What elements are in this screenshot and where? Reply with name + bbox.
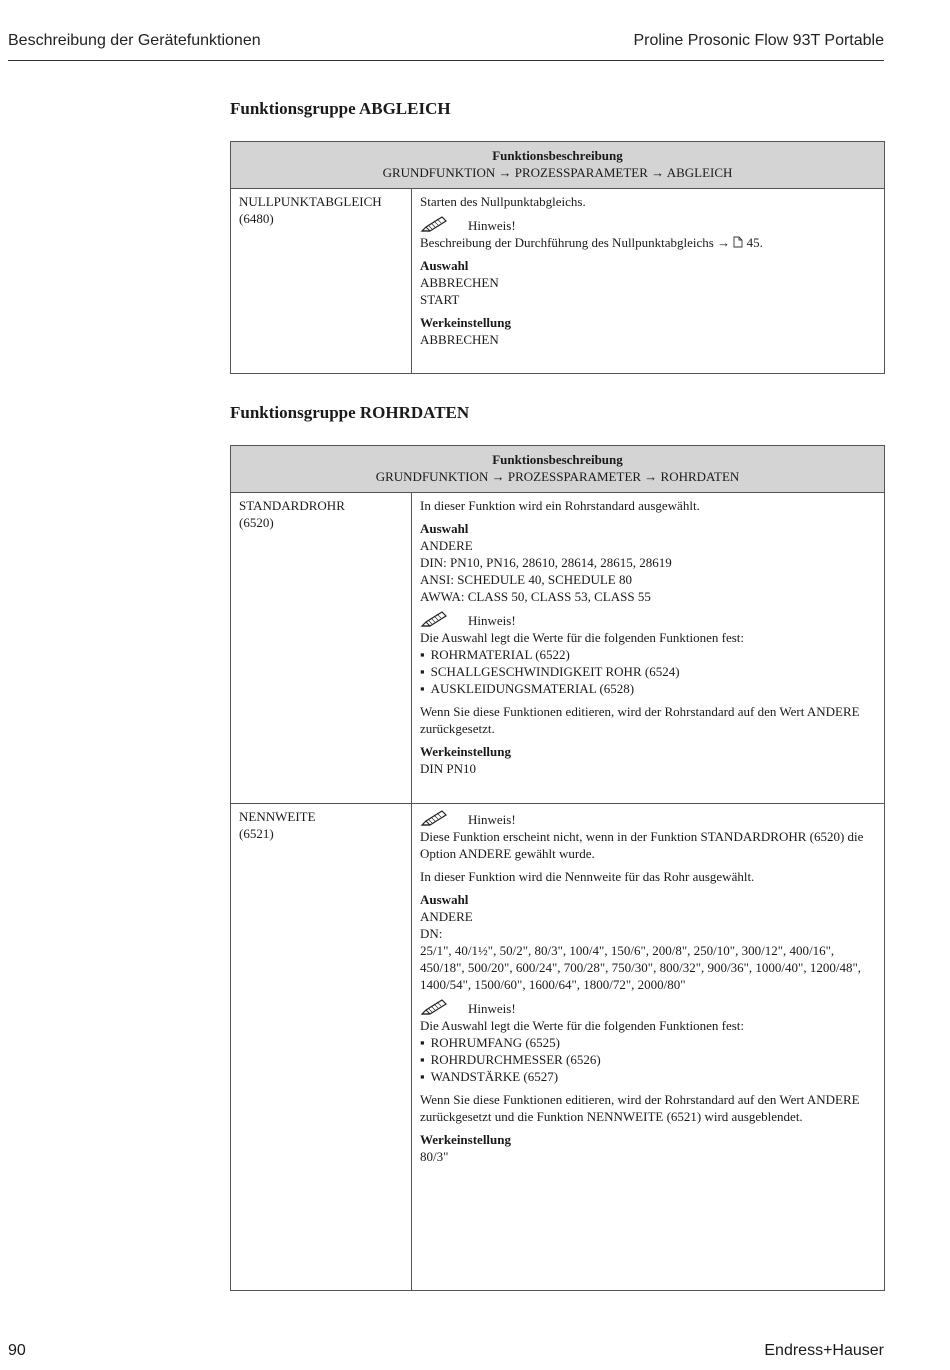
list-item: ▪ AUSKLEIDUNGSMATERIAL (6528)	[420, 680, 876, 697]
function-name: STANDARDROHR	[239, 498, 345, 513]
pencil-note-icon	[420, 999, 450, 1017]
auswahl-option: DIN: PN10, PN16, 28610, 28614, 28615, 28619	[420, 555, 672, 570]
table-abgleich	[230, 141, 885, 374]
hint-row	[420, 999, 876, 1017]
auswahl-option: ANDERE	[420, 538, 473, 553]
werkeinstellung-block	[420, 743, 876, 777]
hint-label: Hinweis!	[468, 218, 516, 233]
function-name: NULLPUNKTABGLEICH	[239, 194, 382, 209]
hint-text: Die Auswahl legt die Werte für die folgenden Funktionen fest:	[420, 630, 744, 645]
auswahl-block	[420, 891, 876, 993]
werkeinstellung-value: 80/3"	[420, 1149, 449, 1164]
auswahl-label: Auswahl	[420, 521, 469, 536]
pencil-note-icon	[420, 611, 450, 629]
table-rohrdaten	[230, 445, 885, 1291]
hint-bullet-list	[420, 1034, 876, 1085]
list-item: ▪ ROHRMATERIAL (6522)	[420, 646, 876, 663]
table-header-path: GRUNDFUNKTION → PROZESSPARAMETER → ROHRDATEN	[375, 469, 740, 484]
hint-text-body: Beschreibung der Durchführung des Nullpunktabgleichs →	[420, 235, 734, 250]
hint-text: Die Auswahl legt die Werte für die folgenden Funktionen fest:	[420, 1018, 744, 1033]
function-description-cell	[412, 493, 885, 804]
table-header-title: Funktionsbeschreibung	[492, 148, 623, 163]
intro-text: Starten des Nullpunktabgleichs.	[420, 194, 586, 209]
werkeinstellung-value: DIN PN10	[420, 761, 476, 776]
auswahl-block	[420, 520, 876, 605]
pencil-note-icon	[420, 810, 450, 828]
pencil-note-icon	[420, 216, 450, 234]
intro-text: In dieser Funktion wird ein Rohrstandard ausgewählt.	[420, 498, 700, 513]
section-title-abgleich: Funktionsgruppe ABGLEICH	[230, 99, 451, 118]
hint-row	[420, 611, 876, 629]
table-row	[231, 493, 885, 804]
table-header	[231, 142, 885, 189]
werkeinstellung-value: ABBRECHEN	[420, 332, 499, 347]
function-name: NENNWEITE	[239, 809, 316, 824]
function-name-cell	[231, 493, 412, 804]
auswahl-option: ANDERE	[420, 909, 473, 924]
function-name-cell	[231, 804, 412, 1291]
running-header-right: Proline Prosonic Flow 93T Portable	[633, 32, 884, 49]
table-row	[231, 804, 885, 1291]
dn-list: 25/1", 40/1½", 50/2", 80/3", 100/4", 150/6", 200/8", 250/10", 300/12", 400/16", 450/18", 500/20", 600/24", 700/28", 750/30", 800/32", 900/36", 1000/40", 1200/48", 1400/54", 1500/60", 1600/64", 1800/72", 2000/80"	[420, 943, 862, 992]
table-row	[231, 189, 885, 374]
hint-label: Hinweis!	[468, 1001, 516, 1016]
hint-row	[420, 810, 876, 828]
page-number: 90	[8, 1342, 26, 1359]
function-code: (6520)	[239, 515, 274, 530]
hint-label: Hinweis!	[468, 613, 516, 628]
werkeinstellung-label: Werkeinstellung	[420, 315, 512, 330]
auswahl-option: DN:	[420, 926, 443, 941]
note-text: Wenn Sie diese Funktionen editieren, wird der Rohrstandard auf den Wert ANDERE zurückgesetzt.	[420, 704, 860, 736]
hint-text: Diese Funktion erscheint nicht, wenn in der Funktion STANDARDROHR (6520) die Option ANDERE gewählt wurde.	[420, 829, 864, 861]
page-reference-icon	[733, 236, 743, 248]
auswahl-block	[420, 257, 876, 308]
intro-text: In dieser Funktion wird die Nennweite für das Rohr ausgewählt.	[420, 869, 755, 884]
auswahl-option: START	[420, 292, 460, 307]
note-text: Wenn Sie diese Funktionen editieren, wird der Rohrstandard auf den Wert ANDERE zurückgesetzt und die Funktion NENNWEITE (6521) wird ausgeblendet.	[420, 1092, 860, 1124]
auswahl-option: ABBRECHEN	[420, 275, 499, 290]
table-header	[231, 446, 885, 493]
hint-label: Hinweis!	[468, 812, 516, 827]
auswahl-label: Auswahl	[420, 892, 469, 907]
list-item: ▪ ROHRDURCHMESSER (6526)	[420, 1051, 876, 1068]
header-rule	[8, 60, 884, 61]
section-title-rohrdaten: Funktionsgruppe ROHRDATEN	[230, 403, 470, 422]
werkeinstellung-block	[420, 1131, 876, 1165]
list-item: ▪ ROHRUMFANG (6525)	[420, 1034, 876, 1051]
werkeinstellung-label: Werkeinstellung	[420, 1132, 512, 1147]
list-item: ▪ SCHALLGESCHWINDIGKEIT ROHR (6524)	[420, 663, 876, 680]
function-code: (6521)	[239, 826, 274, 841]
table-header-path: GRUNDFUNKTION → PROZESSPARAMETER → ABGLEICH	[382, 165, 733, 180]
werkeinstellung-block	[420, 314, 876, 348]
hint-text	[420, 234, 876, 251]
werkeinstellung-label: Werkeinstellung	[420, 744, 512, 759]
function-description-cell	[412, 804, 885, 1291]
list-item: ▪ WANDSTÄRKE (6527)	[420, 1068, 876, 1085]
auswahl-option: ANSI: SCHEDULE 40, SCHEDULE 80	[420, 572, 632, 587]
function-name-cell	[231, 189, 412, 374]
function-description-cell	[412, 189, 885, 374]
running-header-left: Beschreibung der Gerätefunktionen	[8, 32, 261, 49]
auswahl-option: AWWA: CLASS 50, CLASS 53, CLASS 55	[420, 589, 651, 604]
hint-page-ref: 45.	[746, 235, 763, 250]
hint-row	[420, 216, 876, 234]
function-code: (6480)	[239, 211, 274, 226]
hint-bullet-list	[420, 646, 876, 697]
brand-name: Endress+Hauser	[764, 1342, 884, 1359]
table-header-title: Funktionsbeschreibung	[492, 452, 623, 467]
auswahl-label: Auswahl	[420, 258, 469, 273]
